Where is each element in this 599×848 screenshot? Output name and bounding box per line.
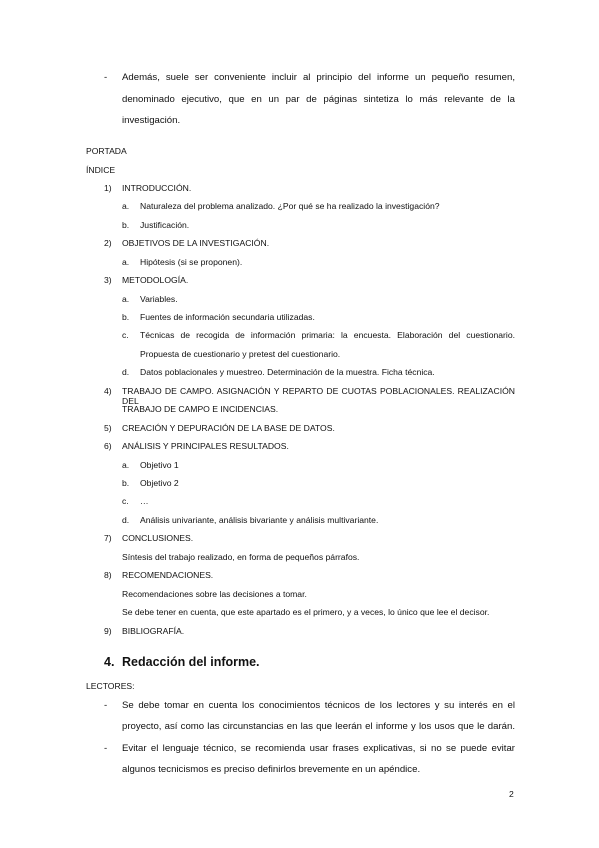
- toc-sub-num: a.: [122, 460, 130, 470]
- intro-line-3: investigación.: [122, 115, 181, 126]
- toc-num: 3): [104, 275, 112, 285]
- toc-sub-num: c.: [122, 330, 129, 340]
- bullet-dash: -: [104, 72, 108, 83]
- toc-sub-num: a.: [122, 294, 130, 304]
- bullet-dash: -: [104, 743, 108, 754]
- page-number: 2: [509, 789, 514, 799]
- toc-sub-item: Naturaleza del problema analizado. ¿Por qué se ha realizado la investigación?: [140, 201, 440, 211]
- toc-sub-item-cont: Propuesta de cuestionario y pretest del cuestionario.: [140, 349, 341, 359]
- toc-item: CREACIÓN Y DEPURACIÓN DE LA BASE DE DATOS.: [122, 423, 335, 433]
- indice-label: ÍNDICE: [86, 165, 116, 175]
- toc-sub-item: Hipótesis (si se proponen).: [140, 257, 243, 267]
- toc-sub-num: d.: [122, 515, 130, 525]
- toc-num: 5): [104, 423, 112, 433]
- toc-item: METODOLOGÍA.: [122, 275, 189, 285]
- toc-sub-item: Análisis univariante, análisis bivariante y análisis multivariante.: [140, 515, 379, 525]
- bullet-dash: -: [104, 700, 108, 711]
- toc-num: 6): [104, 441, 112, 451]
- intro-line-1: Además, suele ser conveniente incluir al principio del informe un pequeño resumen,: [122, 72, 515, 83]
- toc-num: 8): [104, 570, 112, 580]
- toc-sub-num: b.: [122, 220, 130, 230]
- toc-sub-item: Técnicas de recogida de información primaria: la encuesta. Elaboración del cuestionario.: [140, 330, 515, 340]
- toc-num: 1): [104, 183, 112, 193]
- toc-sub-item: Variables.: [140, 294, 178, 304]
- toc-sub-num: a.: [122, 257, 130, 267]
- toc-sub-num: b.: [122, 312, 130, 322]
- section-number: 4.: [104, 655, 115, 669]
- toc-item-cont: TRABAJO DE CAMPO E INCIDENCIAS.: [122, 404, 279, 414]
- toc-sub-item: …: [140, 496, 149, 506]
- bullet-line: Evitar el lenguaje técnico, se recomienda usar frases explicativas, si no se puede evitar: [122, 743, 515, 754]
- toc-item: RECOMENDACIONES.: [122, 570, 214, 580]
- toc-num: 4): [104, 386, 112, 396]
- toc-num: 9): [104, 626, 112, 636]
- toc-item: BIBLIOGRAFÍA.: [122, 626, 185, 636]
- portada-label: PORTADA: [86, 146, 127, 156]
- bullet-line: algunos tecnicismos es preciso definirlos brevemente en un apéndice.: [122, 764, 421, 775]
- toc-sub-item: Fuentes de información secundaria utilizadas.: [140, 312, 315, 322]
- toc-item: TRABAJO DE CAMPO. ASIGNACIÓN Y REPARTO DE CUOTAS POBLACIONALES. REALIZACIÓN DEL: [122, 386, 515, 406]
- bullet-line: Se debe tomar en cuenta los conocimientos técnicos de los lectores y su interés en el: [122, 700, 515, 711]
- toc-note: Síntesis del trabajo realizado, en forma de pequeños párrafos.: [122, 552, 360, 562]
- toc-sub-item: Datos poblacionales y muestreo. Determinación de la muestra. Ficha técnica.: [140, 367, 435, 377]
- bullet-line: proyecto, así como las circunstancias en las que leerán el informe y los usos que le darán.: [122, 721, 515, 732]
- toc-item: OBJETIVOS DE LA INVESTIGACIÓN.: [122, 238, 270, 248]
- toc-sub-item: Objetivo 2: [140, 478, 179, 488]
- toc-item: INTRODUCCIÓN.: [122, 183, 192, 193]
- toc-sub-num: b.: [122, 478, 130, 488]
- toc-note: Se debe tener en cuenta, que este apartado es el primero, y a veces, lo único que lee el decisor.: [122, 607, 490, 617]
- toc-num: 7): [104, 533, 112, 543]
- toc-sub-num: c.: [122, 496, 129, 506]
- toc-sub-item: Justificación.: [140, 220, 190, 230]
- intro-line-2: denominado ejecutivo, que en un par de páginas sintetiza lo más relevante de la: [122, 94, 515, 105]
- toc-item: CONCLUSIONES.: [122, 533, 194, 543]
- toc-num: 2): [104, 238, 112, 248]
- toc-note: Recomendaciones sobre las decisiones a tomar.: [122, 589, 307, 599]
- lectores-label: LECTORES:: [86, 681, 135, 691]
- toc-sub-item: Objetivo 1: [140, 460, 179, 470]
- toc-sub-num: a.: [122, 201, 130, 211]
- toc-sub-num: d.: [122, 367, 130, 377]
- toc-item: ANÁLISIS Y PRINCIPALES RESULTADOS.: [122, 441, 289, 451]
- section-title: Redacción del informe.: [122, 655, 260, 669]
